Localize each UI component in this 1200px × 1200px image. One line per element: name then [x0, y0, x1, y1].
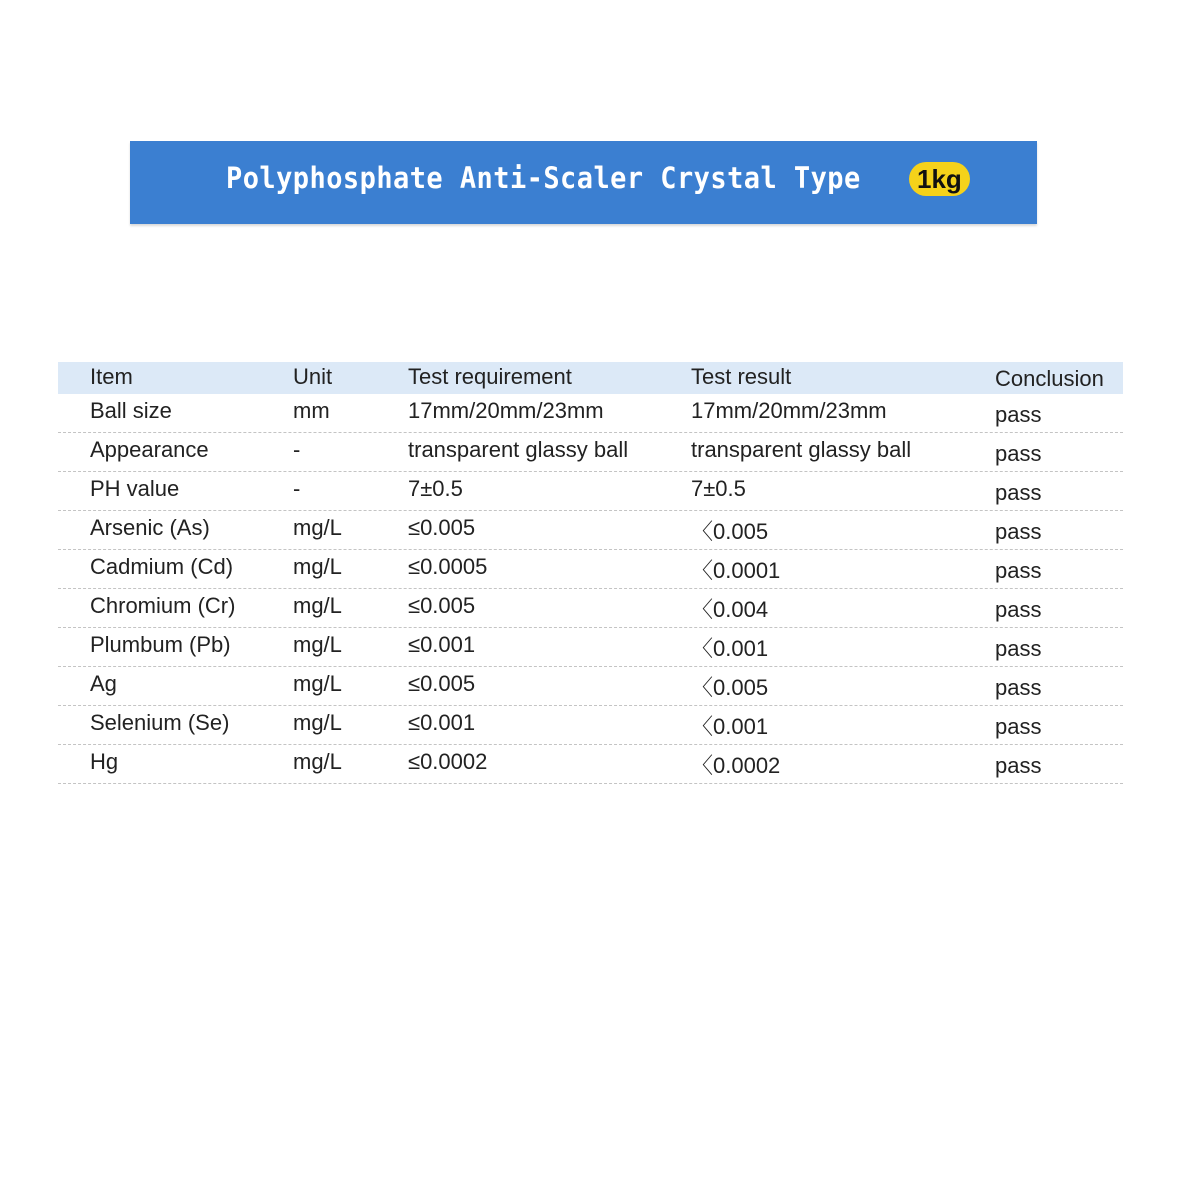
cell-item: Ag: [90, 671, 117, 696]
cell-result: 〈0.001: [691, 636, 769, 661]
cell-item: Chromium (Cr): [90, 593, 236, 618]
cell-requirement: ≤0.001: [408, 710, 476, 735]
cell-result: 〈0.001: [691, 714, 769, 739]
cell-result: transparent glassy ball: [691, 437, 912, 462]
cell-conclusion: pass: [995, 597, 1042, 622]
cell-requirement: ≤0.001: [408, 632, 476, 657]
cell-item: Selenium (Se): [90, 710, 230, 735]
cell-item: PH value: [90, 476, 180, 501]
cell-requirement: transparent glassy ball: [408, 437, 629, 462]
table-row: [58, 745, 1123, 784]
table-row: [58, 550, 1123, 589]
table-row: [58, 706, 1123, 745]
cell-unit: mg/L: [293, 671, 342, 696]
cell-unit: mg/L: [293, 632, 342, 657]
cell-item: Hg: [90, 749, 119, 774]
cell-result: 〈0.004: [691, 597, 769, 622]
cell-unit: mg/L: [293, 593, 342, 618]
cell-result: 7±0.5: [691, 476, 746, 501]
test-results-table: [58, 362, 1123, 784]
table-row: [58, 472, 1123, 511]
cell-conclusion: pass: [995, 441, 1042, 466]
cell-conclusion: pass: [995, 519, 1042, 544]
cell-requirement: ≤0.0002: [408, 749, 488, 774]
table-row: [58, 589, 1123, 628]
cell-result: 〈0.005: [691, 675, 769, 700]
cell-unit: -: [293, 476, 301, 501]
cell-unit: mg/L: [293, 749, 342, 774]
header-test-requirement: Test requirement: [408, 364, 572, 389]
cell-result: 〈0.005: [691, 519, 769, 544]
header-conclusion: Conclusion: [995, 366, 1104, 391]
header-test-result: Test result: [691, 364, 792, 389]
cell-result: 17mm/20mm/23mm: [691, 398, 887, 423]
table-row: [58, 433, 1123, 472]
cell-requirement: 17mm/20mm/23mm: [408, 398, 604, 423]
cell-unit: mg/L: [293, 515, 342, 540]
table-row: [58, 667, 1123, 706]
cell-item: Arsenic (As): [90, 515, 210, 540]
cell-conclusion: pass: [995, 636, 1042, 661]
cell-conclusion: pass: [995, 714, 1042, 739]
cell-requirement: ≤0.0005: [408, 554, 488, 579]
title-banner: [130, 141, 1037, 224]
cell-conclusion: pass: [995, 402, 1042, 427]
cell-item: Appearance: [90, 437, 209, 462]
cell-item: Ball size: [90, 398, 172, 423]
cell-unit: -: [293, 437, 301, 462]
header-unit: Unit: [293, 364, 333, 389]
cell-conclusion: pass: [995, 675, 1042, 700]
table-row: [58, 394, 1123, 433]
weight-badge: 1kg: [909, 162, 970, 196]
cell-unit: mg/L: [293, 710, 342, 735]
cell-unit: mm: [293, 398, 330, 423]
table-row: [58, 511, 1123, 550]
cell-requirement: ≤0.005: [408, 671, 476, 696]
banner-title: Polyphosphate Anti-Scaler Crystal Type: [226, 161, 861, 195]
table-header-row: [58, 362, 1123, 394]
header-item: Item: [90, 364, 133, 389]
cell-result: 〈0.0002: [691, 753, 781, 778]
cell-item: Plumbum (Pb): [90, 632, 231, 657]
cell-conclusion: pass: [995, 558, 1042, 583]
cell-conclusion: pass: [995, 480, 1042, 505]
cell-unit: mg/L: [293, 554, 342, 579]
cell-conclusion: pass: [995, 753, 1042, 778]
cell-requirement: ≤0.005: [408, 515, 476, 540]
cell-result: 〈0.0001: [691, 558, 781, 583]
cell-requirement: 7±0.5: [408, 476, 463, 501]
cell-requirement: ≤0.005: [408, 593, 476, 618]
cell-item: Cadmium (Cd): [90, 554, 234, 579]
table-row: [58, 628, 1123, 667]
